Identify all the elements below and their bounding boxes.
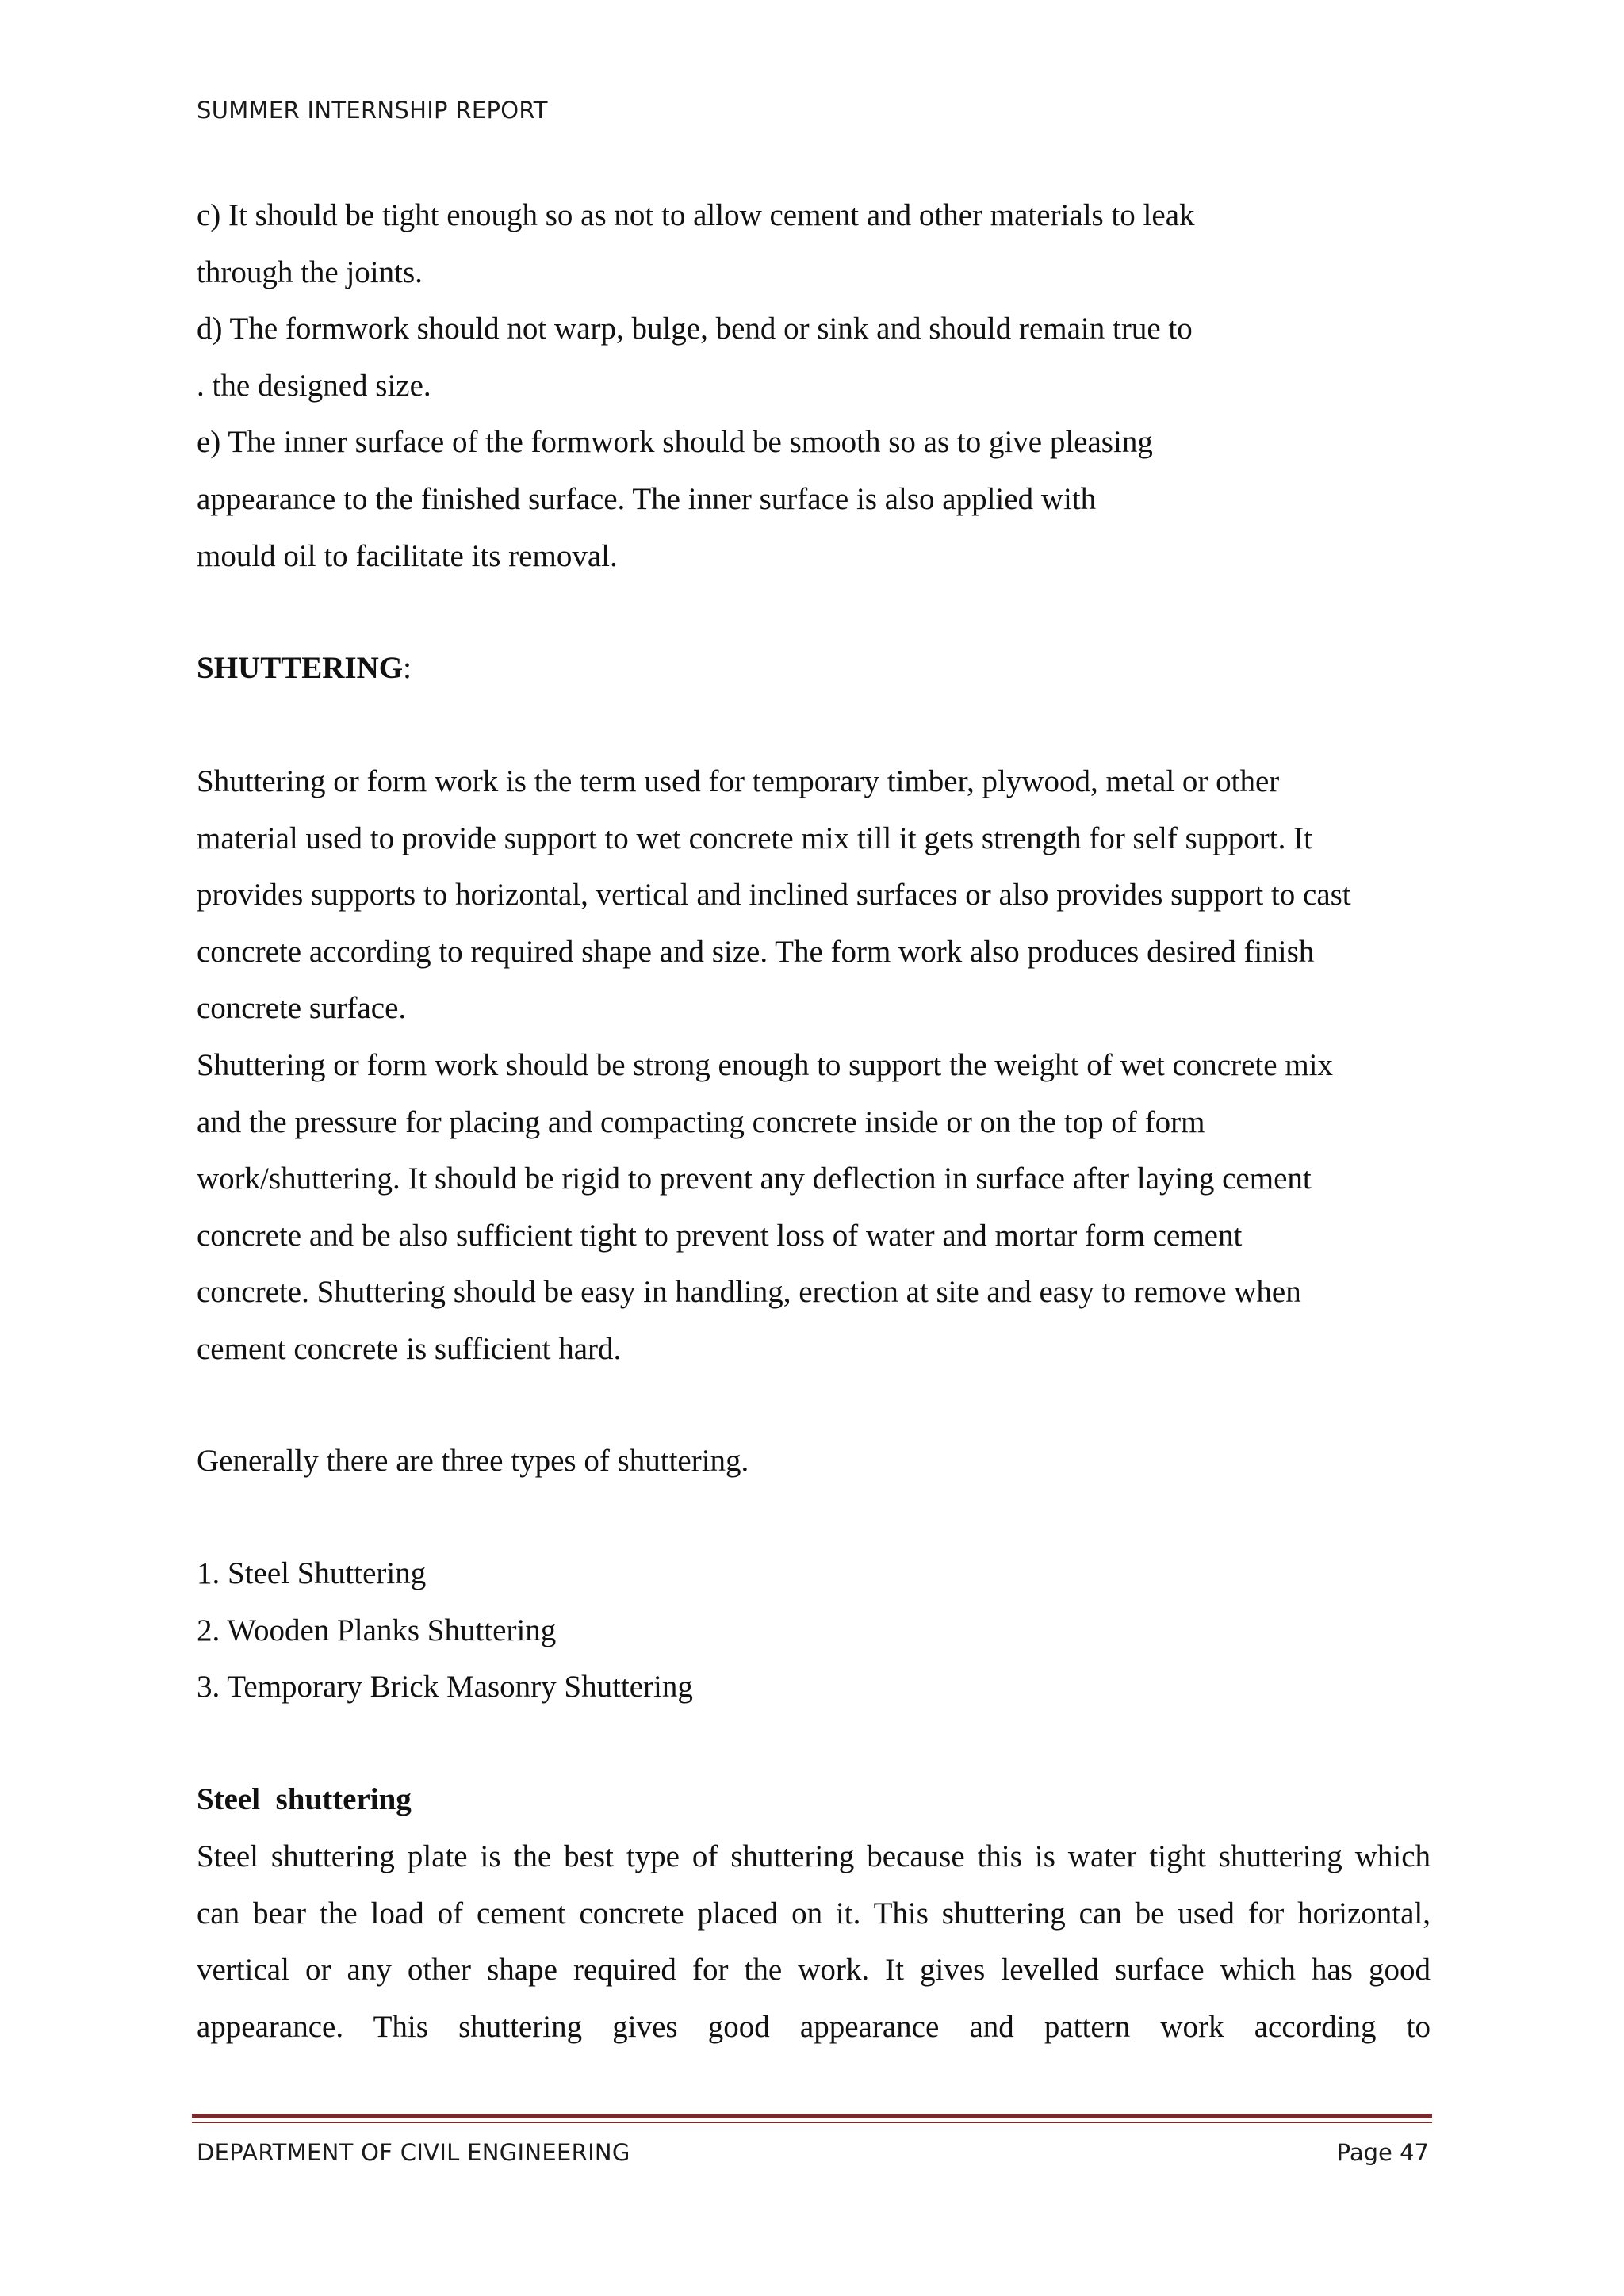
text-line: d) The formwork should not warp, bulge, bend or sink and should remain true to xyxy=(197,312,1193,346)
text-line: concrete surface. xyxy=(197,991,407,1026)
text-line: Shuttering or form work should be strong enough to support the weight of wet concrete mix xyxy=(197,1048,1333,1082)
formwork-requirements-text xyxy=(197,187,1431,584)
text-line: vertical or any other shape required for the work. It gives levelled surface which has good xyxy=(197,1953,1431,1988)
text-line: can bear the load of cement concrete placed on it. This shuttering can be used for horizontal, xyxy=(197,1896,1431,1931)
text-line: provides supports to horizontal, vertical and inclined surfaces or also provides support to cast xyxy=(197,878,1351,913)
text-line: c) It should be tight enough so as not to allow cement and other materials to leak xyxy=(197,198,1195,232)
subheading-steel-shuttering: Steel shuttering xyxy=(197,1782,412,1816)
text-line: . the designed size. xyxy=(197,368,431,403)
list-item: 2. Wooden Planks Shuttering xyxy=(197,1613,557,1647)
text-line: and the pressure for placing and compacting concrete inside or on the top of form xyxy=(197,1104,1205,1139)
steel-shuttering-paragraph xyxy=(197,1828,1431,2055)
list-item: 1. Steel Shuttering xyxy=(197,1556,427,1590)
text-line: concrete and be also sufficient tight to prevent loss of water and mortar form cement xyxy=(197,1218,1243,1253)
text-line: Steel shuttering plate is the best type of shuttering because this is water tight shuttering which xyxy=(197,1839,1431,1873)
shuttering-types-list xyxy=(197,1545,693,1716)
section-heading-text: SHUTTERING xyxy=(197,651,404,685)
text-line: concrete according to required shape and size. The form work also produces desired finish xyxy=(197,934,1315,969)
text-line: Shuttering or form work is the term used for temporary timber, plywood, metal or other xyxy=(197,764,1280,798)
shuttering-paragraph-1 xyxy=(197,753,1431,1037)
footer-rule-thin xyxy=(192,2122,1432,2123)
text-line: material used to provide support to wet concrete mix till it gets strength for self support. It xyxy=(197,821,1312,855)
list-item: 3. Temporary Brick Masonry Shuttering xyxy=(197,1670,693,1705)
running-header: SUMMER INTERNSHIP REPORT xyxy=(197,97,548,124)
footer-rule-thick xyxy=(192,2114,1432,2118)
text-line: e) The inner surface of the formwork should be smooth so as to give pleasing xyxy=(197,425,1153,460)
shuttering-types-intro: Generally there are three types of shuttering. xyxy=(197,1444,749,1478)
text-line: mould oil to facilitate its removal. xyxy=(197,538,618,573)
footer-department: DEPARTMENT OF CIVIL ENGINEERING xyxy=(197,2139,630,2166)
text-line: cement concrete is sufficient hard. xyxy=(197,1331,622,1366)
section-heading-colon: : xyxy=(403,651,412,685)
text-line: appearance to the finished surface. The inner surface is also applied with xyxy=(197,481,1097,516)
text-line: appearance. This shuttering gives good appearance and pattern work according to xyxy=(197,2009,1431,2044)
page-number: Page 47 xyxy=(1336,2139,1429,2166)
section-heading-shuttering xyxy=(197,640,412,697)
shuttering-paragraph-2 xyxy=(197,1037,1431,1378)
text-line: work/shuttering. It should be rigid to prevent any deflection in surface after laying cement xyxy=(197,1161,1312,1196)
text-line: through the joints. xyxy=(197,254,423,289)
text-line: concrete. Shuttering should be easy in handling, erection at site and easy to remove when xyxy=(197,1275,1301,1310)
